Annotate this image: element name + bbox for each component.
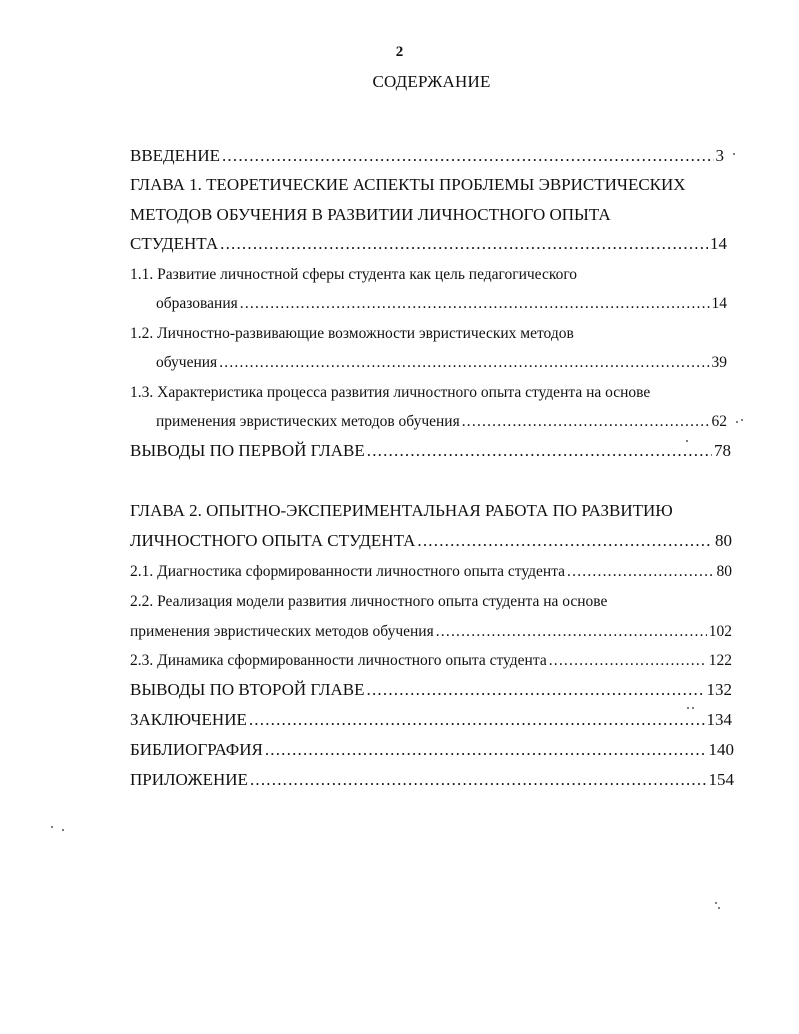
toc-leader-dots <box>417 530 713 552</box>
page-number: 2 <box>395 44 404 60</box>
toc-label: БИБЛИОГРАФИЯ <box>130 740 263 759</box>
scan-speck <box>686 440 688 442</box>
toc-label: применения эвристических методов обучения <box>130 623 434 640</box>
toc-entry-conclusion <box>130 709 732 731</box>
toc-entry-conclusions2 <box>130 679 732 701</box>
scan-speck <box>692 707 694 709</box>
toc-entry-s1-1 <box>156 293 727 315</box>
toc-entry-s1-3 <box>156 411 727 433</box>
toc-leader-dots <box>222 145 714 167</box>
toc-leader-dots <box>220 233 708 255</box>
toc-page-ref: 80 <box>716 563 732 580</box>
toc-leader-dots <box>265 739 707 761</box>
toc-entry-s2-2 <box>130 621 732 643</box>
toc-leader-dots <box>367 679 705 701</box>
scan-speck <box>687 707 689 709</box>
toc-entry-appendix <box>130 769 734 791</box>
toc-label: образования <box>156 295 238 312</box>
toc-label: ВВЕДЕНИЕ <box>130 146 220 165</box>
toc-label: применения эвристических методов обучения <box>156 413 460 430</box>
toc-label: ВЫВОДЫ ПО ВТОРОЙ ГЛАВЕ <box>130 680 365 699</box>
toc-page-ref: 154 <box>708 770 734 789</box>
toc-page-ref: 62 <box>711 413 727 430</box>
scan-speck <box>718 907 720 909</box>
toc-label: СТУДЕНТА <box>130 234 219 253</box>
toc-label: 2.1. Диагностика сформированности личностного опыта студента <box>130 563 566 580</box>
scan-speck <box>715 902 717 904</box>
toc-label: обучения <box>156 354 218 371</box>
toc-chapter1-line2: МЕТОДОВ ОБУЧЕНИЯ В РАЗВИТИИ ЛИЧНОСТНОГО ОПЫТА <box>130 205 611 224</box>
toc-label: ВЫВОДЫ ПО ПЕРВОЙ ГЛАВЕ <box>130 441 365 460</box>
toc-s1-1-line1: 1.1. Развитие личностной сферы студента как цель педагогического <box>130 266 578 283</box>
toc-leader-dots <box>367 440 712 462</box>
scan-speck <box>62 829 64 831</box>
toc-page-ref: 14 <box>711 295 727 312</box>
scan-speck <box>51 826 53 828</box>
toc-label: 2.3. Динамика сформированности личностного опыта студента <box>130 652 547 669</box>
toc-leader-dots <box>549 650 707 672</box>
scan-speck <box>741 419 743 421</box>
toc-label: ЗАКЛЮЧЕНИЕ <box>130 710 247 729</box>
toc-s2-2-line1: 2.2. Реализация модели развития личностного опыта студента на основе <box>130 593 608 610</box>
toc-page-ref: 80 <box>715 531 732 550</box>
toc-label: ЛИЧНОСТНОГО ОПЫТА СТУДЕНТА <box>130 531 416 550</box>
toc-leader-dots <box>567 561 714 583</box>
toc-chapter1-line1: ГЛАВА 1. ТЕОРЕТИЧЕСКИЕ АСПЕКТЫ ПРОБЛЕМЫ ЭВРИСТИЧЕСКИХ <box>130 175 686 194</box>
toc-entry-intro <box>130 145 724 167</box>
toc-page-ref: 78 <box>714 441 731 460</box>
toc-chapter2-line1: ГЛАВА 2. ОПЫТНО-ЭКСПЕРИМЕНТАЛЬНАЯ РАБОТА ПО РАЗВИТИЮ <box>130 501 673 520</box>
toc-label: ПРИЛОЖЕНИЕ <box>130 770 248 789</box>
toc-entry-s1-2 <box>156 352 727 374</box>
toc-entry-chapter2 <box>130 530 732 552</box>
scan-speck <box>733 153 735 155</box>
toc-leader-dots <box>240 293 710 315</box>
scan-speck <box>736 421 738 423</box>
toc-entry-bibliography <box>130 739 734 761</box>
toc-leader-dots <box>249 709 705 731</box>
page-title: СОДЕРЖАНИЕ <box>372 72 491 91</box>
toc-s1-3-line1: 1.3. Характеристика процесса развития личностного опыта студента на основе <box>130 384 651 401</box>
toc-s1-2-line1: 1.2. Личностно-развивающие возможности эвристических методов <box>130 325 574 342</box>
toc-page-ref: 122 <box>708 652 732 669</box>
toc-entry-conclusions1 <box>130 440 731 462</box>
toc-page-ref: 132 <box>706 680 732 699</box>
toc-leader-dots <box>462 411 710 433</box>
toc-leader-dots <box>250 769 707 791</box>
toc-page-ref: 134 <box>706 710 732 729</box>
toc-leader-dots <box>219 352 709 374</box>
toc-page-ref: 39 <box>711 354 727 371</box>
toc-entry-s2-1 <box>130 561 732 583</box>
toc-page-ref: 102 <box>708 623 732 640</box>
toc-page-ref: 140 <box>708 740 734 759</box>
toc-leader-dots <box>436 621 707 643</box>
toc-page-ref: 3 <box>715 146 724 165</box>
toc-entry-s2-3 <box>130 650 732 672</box>
toc-page-ref: 14 <box>710 234 727 253</box>
toc-entry-chapter1 <box>130 233 727 255</box>
